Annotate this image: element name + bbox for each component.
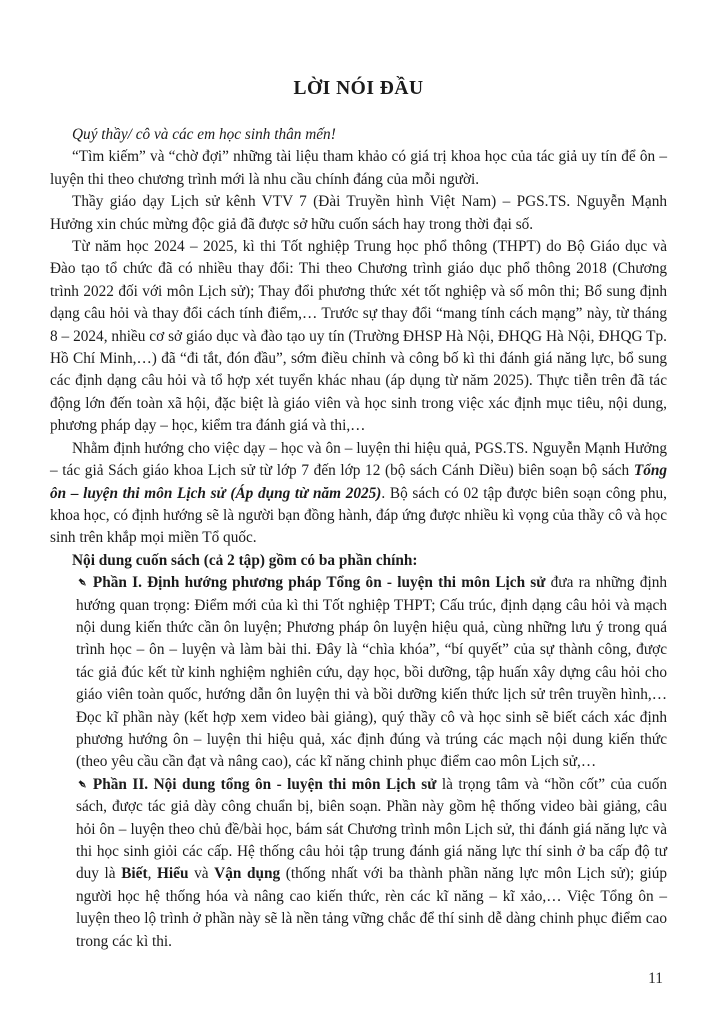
- part-1-body: đưa ra những định hướng quan trọng: Điểm mới của kì thi Tốt nghiệp THPT; Cấu trúc, định dạng câu hỏi và mạch nội dung kiến thức cần ôn luyện; Phương pháp ôn luyện hiệu quả, cùng những lưu ý trong quá trình học – ôn – luyện và làm bài thi. Đây là “chìa khóa”, “bí quyết” của sự thành công, được tác giả đúc kết từ kinh nghiệm nghiên cứu, dạy học, bồi dưỡng, tập huấn xây dựng câu hỏi cho giáo viên toàn quốc, hướng dẫn ôn luyện thi và bồi dưỡng kiến thức lịch sử trên truyền hình,… Đọc kĩ phần này (kết hợp xem video bài giảng), quý thầy cô và học sinh sẽ biết cách xác định phương hướng ôn – luyện thi hiệu quả, xác định đúng và trúng các mạch nội dung kiến thức (theo yêu cầu cần đạt và nâng cao), các kĩ năng chinh phục điểm cao môn Lịch sử,…: [76, 574, 667, 771]
- level-understand-label: Hiểu: [157, 865, 189, 883]
- paragraph-book-intro: [50, 438, 667, 550]
- separator-2: và: [188, 865, 215, 883]
- pen-nib-icon: ✒: [73, 775, 92, 794]
- paragraph-exam-changes: Từ năm học 2024 – 2025, kì thi Tốt nghiệp Trung học phổ thông (THPT) do Bộ Giáo dục và Đào tạo tổ chức đã có nhiều thay đổi: Thi theo Chương trình giáo dục phổ thông 2018 (Chương trình 2022 đối với môn Lịch sử); Thay đổi phương thức xét tốt nghiệp và số môn thi; Bổ sung định dạng câu hỏi và thay đổi cách tính điểm,… Trước sự thay đổi “mang tính cách mạng” này, từ tháng 8 – 2024, nhiều cơ sở giáo dục và đào tạo uy tín (Trường ĐHSP Hà Nội, ĐHQG Hà Nội, ĐHQG Tp. Hồ Chí Minh,…) đã “đi tắt, đón đầu”, sớm điều chỉnh và công bố kì thi đánh giá năng lực, bổ sung các định dạng câu hỏi và tổ hợp xét tuyển khác nhau (áp dụng từ năm 2025). Thực tiễn trên đã tác động lớn đến toàn xã hội, đặc biệt là giáo viên và học sinh trong việc xác định mục tiêu, nội dung, phương pháp dạy – học, kiểm tra đánh giá và thi,…: [50, 238, 667, 435]
- paragraph-vtv-author: Thầy giáo dạy Lịch sử kênh VTV 7 (Đài Truyền hình Việt Nam) – PGS.TS. Nguyễn Mạnh Hưởng xin chúc mừng độc giả đã được sở hữu cuốn sách hay trong thời đại số.: [50, 193, 667, 233]
- page-number: 11: [648, 970, 663, 987]
- paragraph-part-2: [73, 774, 668, 953]
- book-intro-text-after: . Bộ sách có 02 tập được biên soạn công phu, khoa học, có định hướng sẽ là người bạn đồng hành, đáp ứng được nhiều kì vọng của thầy cô và học sinh trên khắp mọi miền Tổ quốc.: [50, 484, 667, 547]
- book-title: Tổng ôn – luyện thi môn Lịch sử (Áp dụng từ năm 2025): [50, 462, 667, 502]
- separator-1: ,: [147, 865, 158, 883]
- greeting-line: Quý thầy/ cô và các em học sinh thân mến!: [72, 126, 336, 143]
- paragraph-part-1: [73, 572, 667, 774]
- level-know-label: Biết: [121, 865, 148, 883]
- part-2-body-2: (thống nhất với ba thành phần năng lực môn Lịch sử); giúp người học hệ thống hóa và nâng cao kiến thức, rèn các kĩ năng – kĩ xảo,… Việc Tổng ôn – luyện theo lộ trình ở phần này sẽ là nền tảng vững chắc để thí sinh dễ dàng chinh phục điểm cao trong các kì thi.: [76, 865, 668, 950]
- level-apply-label: Vận dụng: [214, 865, 281, 883]
- part-2-heading: Phần II. Nội dung tổng ôn - luyện thi môn Lịch sử: [92, 775, 437, 793]
- paragraph-search-wait: “Tìm kiếm” và “chờ đợi” những tài liệu tham khảo có giá trị khoa học của tác giả uy tín để ôn – luyện thi theo chương trình mới là nhu cầu chính đáng của mỗi người.: [50, 148, 667, 188]
- part-1-heading: Phần I. Định hướng phương pháp Tổng ôn - luyện thi môn Lịch sử: [92, 574, 546, 592]
- book-intro-text-before: Nhằm định hướng cho việc dạy – học và ôn – luyện thi hiệu quả, PGS.TS. Nguyễn Mạnh Hưởng – tác giả Sách giáo khoa Lịch sử từ lớp 7 đến lớp 12 (bộ sách Cánh Diều) biên soạn bộ sách: [50, 439, 667, 480]
- section-heading: Nội dung cuốn sách (cả 2 tập) gồm có ba phần chính:: [72, 551, 418, 569]
- part-2-body-1: là trọng tâm và “hồn cốt” của cuốn sách, được tác giả dày công chuẩn bị, biên soạn. Phần này gồm hệ thống video bài giảng, câu hỏi ôn – luyện theo chủ đề/bài học, bám sát Chương trình môn Lịch sử, thi đánh giá năng lực và thi học sinh giỏi các cấp. Hệ thống câu hỏi tập trung đánh giá năng lực thí sinh ở ba cấp độ tư duy là: [76, 775, 667, 883]
- page-title: LỜI NÓI ĐẦU: [293, 78, 424, 99]
- pen-nib-icon: ✒: [73, 573, 92, 592]
